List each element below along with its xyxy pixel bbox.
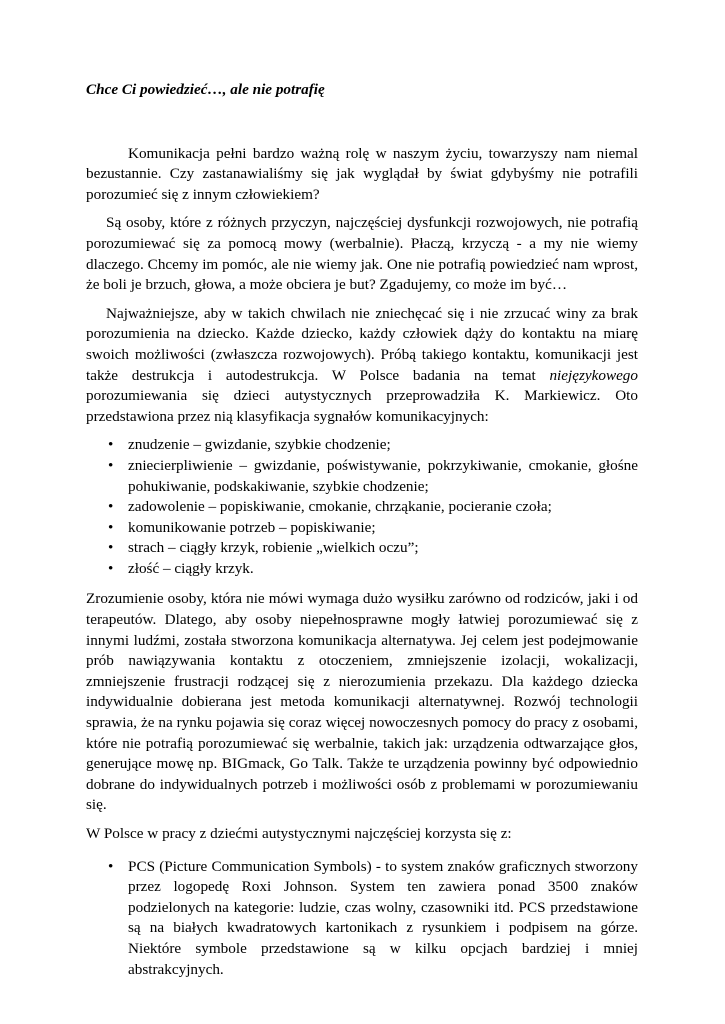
list-item-text: znudzenie – gwizdanie, szybkie chodzenie; xyxy=(128,436,391,454)
list-item-text: zniecierpliwienie – gwizdanie, poświstywanie, pokrzykiwanie, cmokanie, głośne pohukiwanie, podskakiwanie, szybkie chodzenie; xyxy=(128,456,638,495)
list-item-text: zadowolenie – popiskiwanie, cmokanie, chrząkanie, pocieranie czoła; xyxy=(128,498,552,516)
bullet-icon: • xyxy=(108,857,114,875)
paragraph-markiewicz-classification xyxy=(86,304,638,428)
paragraph-text: porozumiewania się dzieci autystycznych przeprowadziła K. Markiewicz. Oto przedstawiona przez nią klasyfikacja sygnałów komunikacyjnych: xyxy=(86,387,638,425)
paragraph-nonverbal-people: Są osoby, które z różnych przyczyn, najczęściej dysfunkcji rozwojowych, nie potrafią porozumiewać się za pomocą mowy (werbalnie). Płaczą, krzyczą - a my nie wiemy dlaczego. Chcemy im pomóc, ale nie wiemy jak. One nie potrafią powiedzieć nam wprost, że boli je brzuch, głowa, a może obciera je but? Zgadujemy, co może im być… xyxy=(86,214,638,294)
paragraph-alternative-communication: Zrozumienie osoby, która nie mówi wymaga dużo wysiłku zarówno od rodziców, jaki i od terapeutów. Dlatego, aby osoby niepełnosprawne mogły łatwiej porozumiewać się z innymi ludźmi, została stworzona komunikacja alternatywa. Jej celem jest podejmowanie prób nawiązywania kontaktu z otoczeniem, zmniejszenie izolacji, wokalizacji, zmniejszenie frustracji rodzącej się z nierozumienia przekazu. Dla każdego dziecka indywidualnie dobierana jest metoda komunikacji alternatywnej. Rozwój technologii sprawia, że na rynku pojawia się coraz więcej nowoczesnych pomocy do pracy z osobami, które nie potrafią porozumiewać się werbalnie, takich jak: urządzenia odtwarzające głos, generujące mowę np. BIGmack, Go Talk. Także te urządzenia powinny być odpowiednio dobrane do indywidualnych potrzeb i możliwości osób z problemami w porozumiewaniu się. xyxy=(86,590,638,814)
list-item-needs xyxy=(86,518,638,539)
document-page xyxy=(86,80,638,990)
list-item-satisfaction xyxy=(86,497,638,518)
systems-list xyxy=(86,857,638,981)
bullet-icon: • xyxy=(108,436,114,454)
italic-term: niejęzykowego xyxy=(549,366,638,384)
list-item-text: PCS (Picture Communication Symbols) - to system znaków graficznych stworzony przez logopedę Roxi Johnson. System ten zawiera ponad 3500 znaków podzielonych na kategorie: ludzie, czas wolny, czasowniki itd. PCS przedstawione są na białych kwadratowych kartonikach z rysunkiem i podpisem na górze. Niektóre symbole przedstawione są w kilku opcjach bardziej i mniej abstrakcyjnych. xyxy=(128,857,638,978)
list-item-text: złość – ciągły krzyk. xyxy=(128,559,254,577)
paragraph-intro: Komunikacja pełni bardzo ważną rolę w naszym życiu, towarzyszy nam niemal bezustannie. Czy zastanawialiśmy się jak wyglądał by świat gdybyśmy nie potrafili porozumieć się z innym człowiekiem? xyxy=(86,144,638,203)
list-item-text: komunikowanie potrzeb – popiskiwanie; xyxy=(128,518,376,536)
document-title: Chce Ci powiedzieć…, ale nie potrafię xyxy=(86,81,325,98)
list-item-pcs xyxy=(86,857,638,981)
list-item-fear xyxy=(86,538,638,559)
list-item-impatience xyxy=(86,456,638,497)
bullet-icon: • xyxy=(108,539,114,557)
signals-list xyxy=(86,435,638,579)
list-item-boredom xyxy=(86,435,638,456)
bullet-icon: • xyxy=(108,559,114,577)
bullet-icon: • xyxy=(108,456,114,474)
list-item-text: strach – ciągły krzyk, robienie „wielkich oczu”; xyxy=(128,539,419,557)
bullet-icon: • xyxy=(108,498,114,516)
paragraph-text: Najważniejsze, aby w takich chwilach nie zniechęcać się i nie zrzucać winy za brak porozumienia na dziecko. Każde dziecko, każdy człowiek dąży do kontaktu na miarę swoich możliwości (zwłaszcza rozwojowych). Próbą takiego kontaktu, komunikacji jest także destrukcja i autodestrukcja. W Polsce badania na temat xyxy=(86,304,638,384)
paragraph-methods-intro: W Polsce w pracy z dziećmi autystycznymi najczęściej korzysta się z: xyxy=(86,825,512,842)
list-item-anger xyxy=(86,559,638,580)
bullet-icon: • xyxy=(108,518,114,536)
